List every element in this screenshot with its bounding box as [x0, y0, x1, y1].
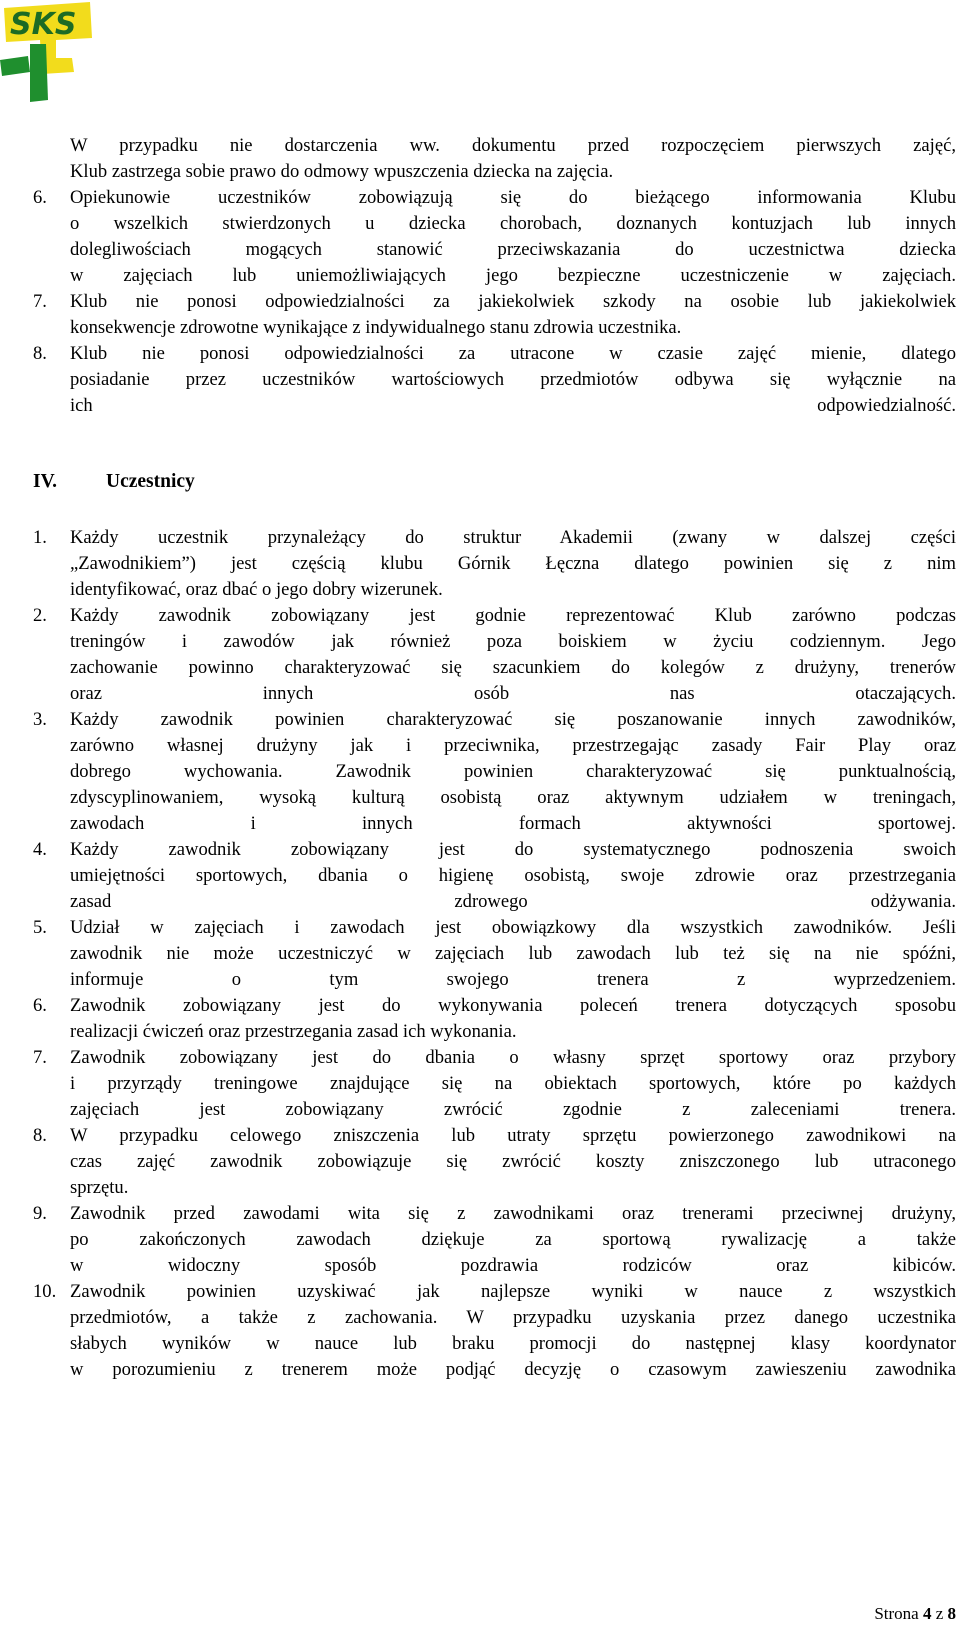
item-number: 5. — [33, 917, 47, 938]
text-line: i przyrządy treningowe znajdujące się na obiektach sportowych, które po każdych — [70, 1073, 956, 1094]
logo-green-shape-2 — [0, 56, 30, 76]
text-line: sprzętu. — [70, 1177, 129, 1198]
item-number: 9. — [33, 1203, 47, 1224]
text-line: w porozumieniu z trenerem może podjąć decyzję o czasowym zawieszeniu zawodnika — [70, 1359, 956, 1380]
text-line: w zajęciach lub uniemożliwiających jego bezpieczne uczestniczenie w zajęciach. — [70, 265, 956, 286]
text-line: Klub nie ponosi odpowiedzialności za jakiekolwiek szkody na osobie lub jakiekolwiek — [70, 291, 956, 312]
text-line: dolegliwościach mogących stanowić przeciwskazania do uczestnictwa dziecka — [70, 239, 956, 260]
text-line: zarówno własnej drużyny jak i przeciwnika, przestrzegając zasady Fair Play oraz — [70, 735, 956, 756]
text-line: Zawodnik zobowiązany jest do wykonywania poleceń trenera dotyczących sposobu — [70, 995, 956, 1016]
text-line: w widoczny sposób pozdrawia rodziców oraz kibiców. — [70, 1255, 956, 1276]
text-line: zajęciach jest zobowiązany zwrócić zgodnie z zaleceniami trenera. — [70, 1099, 956, 1120]
item-number: 7. — [33, 1047, 47, 1068]
text-line: informuje o tym swojego trenera z wyprzedzeniem. — [70, 969, 956, 990]
text-line: W przypadku celowego zniszczenia lub utraty sprzętu powierzonego zawodnikowi na — [70, 1125, 956, 1146]
text-line: konsekwencje zdrowotne wynikające z indywidualnego stanu zdrowia uczestnika. — [70, 317, 682, 338]
text-line: zawodnik nie może uczestniczyć w zajęciach lub zawodach lub też się na nie spóźni, — [70, 943, 956, 964]
item-number: 8. — [33, 1125, 47, 1146]
text-line: Każdy zawodnik zobowiązany jest godnie reprezentować Klub zarówno podczas — [70, 605, 956, 626]
text-line: Klub nie ponosi odpowiedzialności za utracone w czasie zajęć mienie, dlatego — [70, 343, 956, 364]
text-line: o wszelkich stwierdzonych u dziecka chorobach, doznanych kontuzjach lub innych — [70, 213, 956, 234]
text-line: czas zajęć zawodnik zobowiązuje się zwrócić koszty zniszczonego lub utraconego — [70, 1151, 956, 1172]
text-line: Zawodnik powinien uzyskiwać jak najlepsze wyniki w nauce z wszystkich — [70, 1281, 956, 1302]
section-title: Uczestnicy — [106, 471, 195, 492]
text-line: ich odpowiedzialność. — [70, 395, 956, 416]
item-number: 1. — [33, 527, 47, 548]
text-line: posiadanie przez uczestników wartościowych przedmiotów odbywa się wyłącznie na — [70, 369, 956, 390]
footer-prefix: Strona — [874, 1604, 923, 1623]
text-line: po zakończonych zawodach dziękuje za sportową rywalizację a także — [70, 1229, 956, 1250]
footer-mid: z — [931, 1604, 948, 1623]
text-line: zdyscyplinowaniem, wysoką kulturą osobistą oraz aktywnym udziałem w treningach, — [70, 787, 956, 808]
logo-text: SKS — [10, 7, 77, 42]
text-line: umiejętności sportowych, dbania o higienę osobistą, swoje zdrowie oraz przestrzegania — [70, 865, 956, 886]
footer-total: 8 — [947, 1604, 956, 1623]
text-line: Opiekunowie uczestników zobowiązują się do bieżącego informowania Klubu — [70, 187, 956, 208]
text-line: zawodach i innych formach aktywności sportowej. — [70, 813, 956, 834]
item-number: 2. — [33, 605, 47, 626]
text-line: słabych wyników w nauce lub braku promocji do następnej klasy koordynator — [70, 1333, 956, 1354]
item-number: 4. — [33, 839, 47, 860]
text-line: Każdy uczestnik przynależący do struktur Akademii (zwany w dalszej części — [70, 527, 956, 548]
text-line: zasad zdrowego odżywania. — [70, 891, 956, 912]
item-number: 8. — [33, 343, 47, 364]
text-line: Każdy zawodnik powinien charakteryzować się poszanowanie innych zawodników, — [70, 709, 956, 730]
text-line: Udział w zajęciach i zawodach jest obowiązkowy dla wszystkich zawodników. Jeśli — [70, 917, 956, 938]
item-number: 6. — [33, 995, 47, 1016]
text-line: treningów i zawodów jak również poza boiskiem w życiu codziennym. Jego — [70, 631, 956, 652]
text-line: Zawodnik przed zawodami wita się z zawodnikami oraz trenerami przeciwnej drużyny, — [70, 1203, 956, 1224]
item-number: 3. — [33, 709, 47, 730]
logo-green-shape — [30, 44, 48, 102]
text-line: zachowanie powinno charakteryzować się szacunkiem do kolegów z drużyny, trenerów — [70, 657, 956, 678]
text-line: „Zawodnikiem”) jest częścią klubu Górnik Łęczna dlatego powinien się z nim — [70, 553, 956, 574]
item-number: 7. — [33, 291, 47, 312]
section-numeral: IV. — [33, 471, 58, 492]
text-line: Klub zastrzega sobie prawo do odmowy wpuszczenia dziecka na zajęcia. — [70, 161, 614, 182]
text-line: oraz innych osób nas otaczających. — [70, 683, 956, 704]
item-number: 10. — [33, 1281, 57, 1302]
text-line: identyfikować, oraz dbać o jego dobry wizerunek. — [70, 579, 443, 600]
text-line: realizacji ćwiczeń oraz przestrzegania zasad ich wykonania. — [70, 1021, 517, 1042]
text-line: Każdy zawodnik zobowiązany jest do systematycznego podnoszenia swoich — [70, 839, 956, 860]
text-line: Zawodnik zobowiązany jest do dbania o własny sprzęt sportowy oraz przybory — [70, 1047, 956, 1068]
text-line: dobrego wychowania. Zawodnik powinien charakteryzować się punktualnością, — [70, 761, 956, 782]
text-line: W przypadku nie dostarczenia ww. dokumentu przed rozpoczęciem pierwszych zajęć, — [70, 135, 956, 156]
club-logo-icon — [0, 0, 96, 104]
text-line: przedmiotów, a także z zachowania. W przypadku uzyskania przez danego uczestnika — [70, 1307, 956, 1328]
page-footer — [874, 1603, 956, 1625]
item-number: 6. — [33, 187, 47, 208]
footer-page: 4 — [922, 1604, 932, 1623]
club-logo — [0, 0, 96, 104]
